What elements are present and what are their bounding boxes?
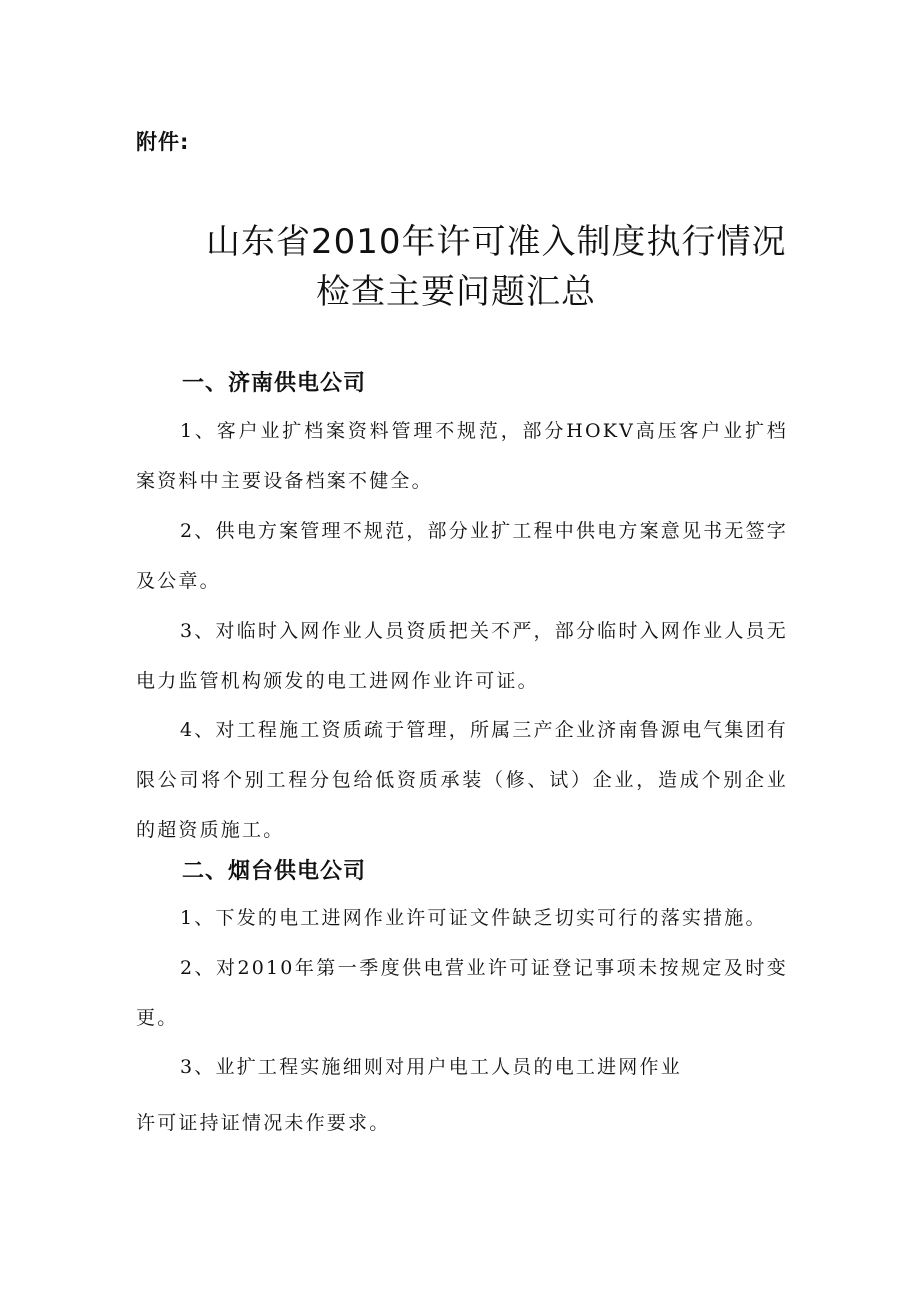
yantai-item-3-continued: 许可证持证情况未作要求。	[136, 1112, 391, 1134]
jinan-item-4: 4、对工程施工资质疏于管理，所属三产企业济南鲁源电气集团有限公司将个别工程分包给低资质承装（修、试）企业，造成个别企业的超资质施工。	[136, 719, 788, 841]
document-title-line-1: 山东省2010年许可准入制度执行情况	[206, 222, 787, 262]
yantai-item-1: 1、下发的电工进网作业许可证文件缺乏切实可行的落实措施。	[180, 907, 767, 929]
attachment-label: 附件:	[136, 130, 190, 154]
yantai-item-3: 3、业扩工程实施细则对用户电工人员的电工进网作业	[180, 1056, 682, 1078]
document-title-line-2: 检查主要问题汇总	[316, 272, 596, 312]
section-heading-jinan: 一、济南供电公司	[182, 371, 367, 396]
section-heading-yantai: 二、烟台供电公司	[182, 859, 367, 884]
jinan-item-2: 2、供电方案管理不规范，部分业扩工程中供电方案意见书无签字及公章。	[136, 520, 788, 592]
yantai-item-2: 2、对2010年第一季度供电营业许可证登记事项未按规定及时变更。	[136, 957, 788, 1029]
jinan-item-1: 1、客户业扩档案资料管理不规范，部分HOKV高压客户业扩档案资料中主要设备档案不健全。	[136, 420, 788, 492]
jinan-item-3: 3、对临时入网作业人员资质把关不严，部分临时入网作业人员无电力监管机构颁发的电工进网作业许可证。	[136, 620, 788, 692]
